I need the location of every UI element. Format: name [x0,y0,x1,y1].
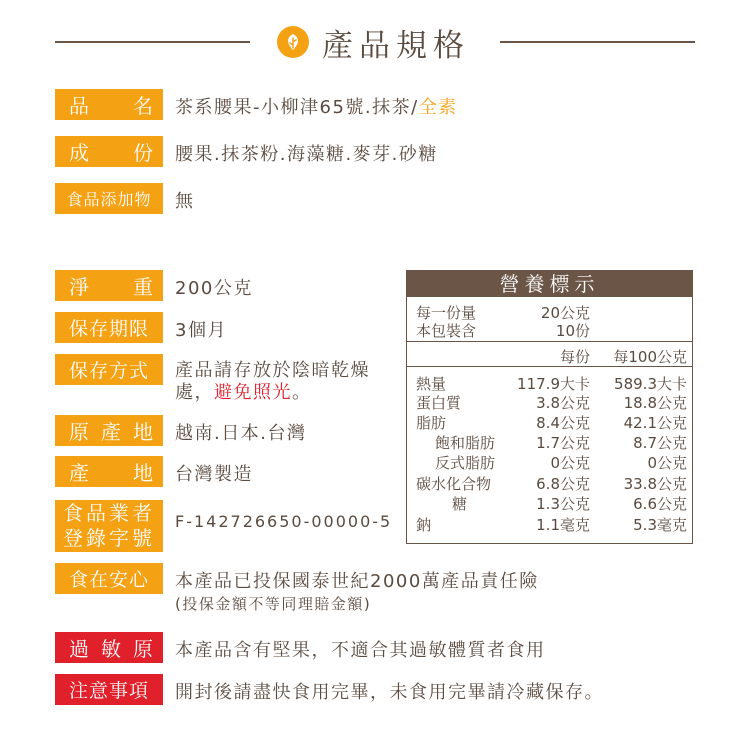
registration-value: F-142726650-00000-5 [175,512,393,531]
label-ingredients: 成 份 [55,136,163,167]
additives-value: 無 [175,191,195,212]
nutrition-panel [406,270,693,544]
nutrient-per-serving: 8.4公克 [536,414,590,432]
per-pack-value: 10份 [555,322,590,340]
nutrient-name: 反式脂肪 [435,454,496,472]
vegan-tag: 全素 [418,97,458,118]
shelf-life-value: 3個月 [175,320,227,341]
production-value: 台灣製造 [175,464,253,485]
product-name-value: 茶系腰果-小柳津65號.抹茶/全素 [175,97,458,118]
col-per-100g: 每100公克 [613,348,687,366]
label-allergen: 過 敏 原 [55,632,163,663]
nutrient-per-100g: 42.1公克 [623,414,687,432]
net-weight-value: 200公克 [175,278,253,299]
nutrient-name: 熱量 [416,375,447,393]
nutrient-per-100g: 0公克 [647,454,687,472]
page-title: 產品規格 [322,28,470,64]
label-storage: 保存方式 [55,354,163,385]
nutrient-per-100g: 5.3毫克 [633,516,687,534]
nutrient-per-100g: 6.6公克 [633,495,687,513]
leaf-icon [277,26,309,58]
label-production: 產 地 [55,456,163,487]
nutrient-per-100g: 8.7公克 [633,434,687,452]
nutrient-per-serving: 3.8公克 [536,394,590,412]
label-insurance: 食在安心 [55,563,163,594]
label-registration: 食品業者 登錄字號 [55,500,163,552]
nutrient-per-serving: 6.8公克 [536,475,590,493]
label-net-weight: 淨 重 [55,270,163,301]
nutrient-per-serving: 0公克 [550,454,590,472]
origin-value: 越南.日本.台灣 [175,423,307,444]
title-rule-right [500,41,695,43]
ingredients-value: 腰果.抹茶粉.海藻糖.麥芽.砂糖 [175,144,438,165]
nutrient-name: 脂肪 [416,414,447,432]
nutrient-per-serving: 1.7公克 [536,434,590,452]
nutrient-per-100g: 33.8公克 [623,475,687,493]
insurance-value: 本產品已投保國泰世紀2000萬產品責任險 [175,571,539,592]
nutrient-per-serving: 1.3公克 [536,495,590,513]
allergen-value: 本產品含有堅果，不適合其過敏體質者食用 [175,640,546,661]
label-product-name: 品 名 [55,89,163,120]
storage-value-line1: 產品請存放於陰暗乾燥 [175,360,370,381]
serving-label: 每一份量 [416,304,477,322]
notice-value: 開封後請盡快食用完畢，未食用完畢請冷藏保存。 [175,682,604,703]
col-per-serving: 每份 [559,348,590,366]
nutrient-name: 飽和脂肪 [435,434,496,452]
nutrient-name: 糖 [452,495,468,513]
label-origin: 原 產 地 [55,415,163,446]
per-pack-label: 本包裝含 [416,322,477,340]
insurance-note: (投保金額不等同理賠金額) [175,595,372,613]
label-additives: 食品添加物 [55,183,163,214]
avoid-light-text: 避免照光 [214,382,292,403]
nutrient-name: 碳水化合物 [416,475,492,493]
nutrition-title: 營養標示 [407,271,692,297]
nutrient-name: 鈉 [416,516,432,534]
label-notice: 注意事項 [55,674,163,705]
nutrient-per-100g: 589.3大卡 [614,375,687,393]
nutrition-divider [407,341,692,342]
serving-value: 20公克 [540,304,590,322]
storage-value-line2: 處，避免照光。 [175,382,312,403]
title-rule-left [55,41,250,43]
label-shelf-life: 保存期限 [55,312,163,343]
nutrient-per-serving: 1.1毫克 [536,516,590,534]
nutrient-per-serving: 117.9大卡 [517,375,590,393]
nutrient-name: 蛋白質 [416,394,462,412]
nutrient-per-100g: 18.8公克 [623,394,687,412]
nutrition-divider [407,366,692,367]
